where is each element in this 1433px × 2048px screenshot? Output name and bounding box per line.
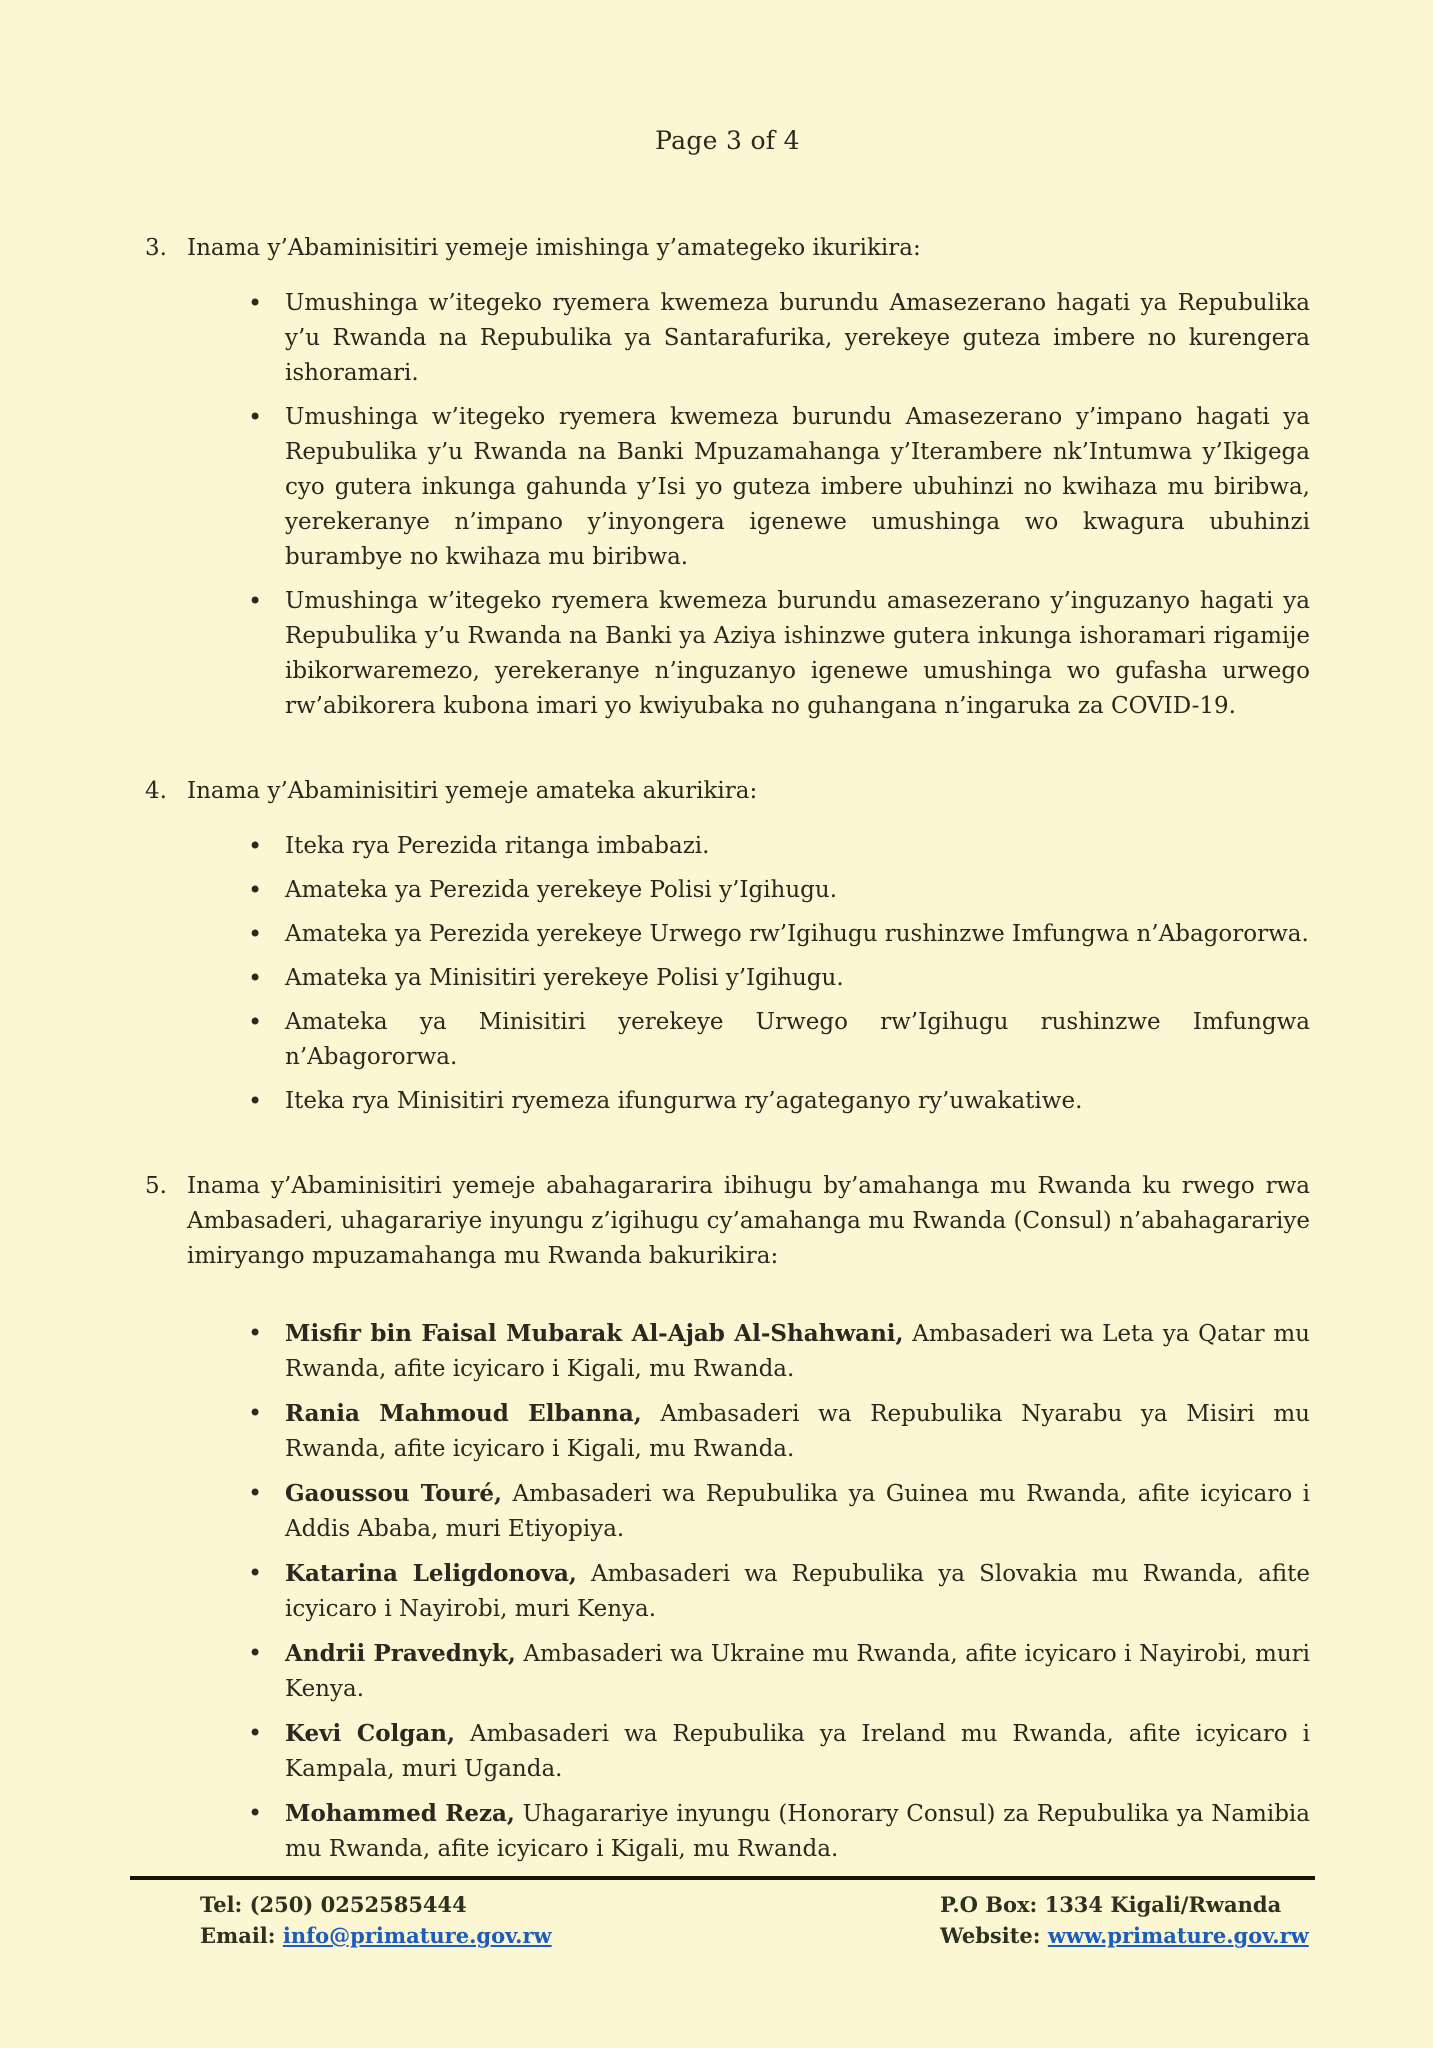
email-link[interactable]: info@primature.gov.rw bbox=[282, 1923, 552, 1948]
ambassador-name: Kevi Colgan, bbox=[285, 1720, 456, 1747]
section-title: Inama y’Abaminisitiri yemeje amateka akurikira: bbox=[187, 778, 758, 804]
ambassador-detail: Ambasaderi wa Repubulika ya Guinea mu Rwanda, afite icyicaro i Addis Ababa, muri Etiyopiya. bbox=[285, 1481, 1311, 1542]
footer-divider bbox=[130, 1876, 1315, 1880]
list-item bbox=[145, 873, 1310, 908]
document-content bbox=[145, 126, 1310, 1876]
bullet-text: Umushinga w’itegeko ryemera kwemeza burundu amasezerano y’inguzanyo hagati ya Repubulika y’u Rwanda na Banki ya Aziya ishinzwe gutera inkunga ishoramari rigamije ibikorwaremezo, yerekeranye n’inguzanyo igenewe umushinga wo gufasha urwego rw’abikorera kubona imari yo kwiyubaka no guhangana n’ingaruka za COVID-19. bbox=[285, 588, 1310, 719]
footer-contact-right bbox=[940, 1889, 1315, 1951]
section-abahagararira bbox=[145, 1169, 1310, 1867]
list-item bbox=[145, 1796, 1310, 1867]
bullet-text: Amateka ya Perezida yerekeye Polisi y’Igihugu. bbox=[285, 877, 838, 903]
list-item bbox=[145, 961, 1310, 996]
bullet-text: Amateka ya Perezida yerekeye Urwego rw’Igihugu rushinzwe Imfungwa n’Abagororwa. bbox=[285, 921, 1309, 947]
ambassador-detail: Uhagarariye inyungu (Honorary Consul) za Repubulika ya Namibia mu Rwanda, afite icyicaro i Kigali, mu Rwanda. bbox=[285, 1801, 1310, 1862]
list-item bbox=[145, 400, 1310, 575]
ambassador-name: Rania Mahmoud Elbanna, bbox=[285, 1400, 642, 1427]
pobox-label: P.O Box: bbox=[940, 1892, 1038, 1917]
section-title: Inama y’Abaminisitiri yemeje abahagararira ibihugu by’amahanga mu Rwanda ku rwego rwa Ambasaderi, uhagarariye inyungu z’igihugu cy’amahanga mu Rwanda (Consul) n’abahagarariye imiryango mpuzamahanga mu Rwanda bakurikira: bbox=[187, 1173, 1310, 1269]
ambassador-list bbox=[145, 1316, 1310, 1867]
page-footer bbox=[130, 1876, 1315, 1951]
list-item bbox=[145, 829, 1310, 864]
ambassador-name: Mohammed Reza, bbox=[285, 1800, 515, 1827]
pobox-value: 1334 Kigali/Rwanda bbox=[1044, 1892, 1282, 1917]
bullet-list bbox=[145, 829, 1310, 1119]
footer-pobox-row bbox=[940, 1889, 1315, 1920]
bullet-text: Umushinga w’itegeko ryemera kwemeza burundu Amasezerano y’impano hagati ya Repubulika y’u Rwanda na Banki Mpuzamahanga y’Iterambere nk’Intumwa y’Ikigega cyo gutera inkunga gahunda y’Isi yo guteza imbere ubuhinzi no kwihaza mu biribwa, yerekeranye n’impano y’inyongera igenewe umushinga wo kwagura ubuhinzi burambye no kwihaza mu biribwa. bbox=[285, 404, 1310, 570]
ambassador-detail: Ambasaderi wa Ukraine mu Rwanda, afite icyicaro i Nayirobi, muri Kenya. bbox=[285, 1641, 1310, 1702]
page-number-header: Page 3 of 4 bbox=[655, 126, 800, 155]
footer-website-row bbox=[940, 1920, 1315, 1951]
list-item bbox=[145, 1396, 1310, 1467]
bullet-text: Amateka ya Minisitiri yerekeye Polisi y’Igihugu. bbox=[285, 965, 844, 991]
list-item bbox=[145, 917, 1310, 952]
list-item bbox=[145, 286, 1310, 391]
section-title: Inama y’Abaminisitiri yemeje imishinga y’amategeko ikurikira: bbox=[187, 235, 921, 261]
list-item bbox=[145, 584, 1310, 724]
list-item bbox=[145, 1476, 1310, 1547]
section-number: 4. bbox=[145, 778, 167, 804]
bullet-text: Iteka rya Minisitiri ryemeza ifungurwa ry’agateganyo ry’uwakatiwe. bbox=[285, 1088, 1083, 1114]
website-link[interactable]: www.primature.gov.rw bbox=[1047, 1923, 1309, 1948]
list-item bbox=[145, 1556, 1310, 1627]
ambassador-detail: Ambasaderi wa Repubulika Nyarabu ya Misiri mu Rwanda, afite icyicaro i Kigali, mu Rwanda. bbox=[285, 1401, 1310, 1462]
footer-tel-row bbox=[200, 1889, 940, 1920]
tel-label: Tel: bbox=[200, 1892, 243, 1917]
list-item bbox=[145, 1636, 1310, 1707]
ambassador-detail: Ambasaderi wa Repubulika ya Slovakia mu Rwanda, afite icyicaro i Nayirobi, muri Kenya. bbox=[285, 1561, 1310, 1622]
ambassador-name: Andrii Pravednyk, bbox=[285, 1640, 516, 1667]
list-item bbox=[145, 1005, 1310, 1075]
footer-email-row bbox=[200, 1920, 940, 1951]
bullet-text: Amateka ya Minisitiri yerekeye Urwego rw’Igihugu rushinzwe Imfungwa n’Abagororwa. bbox=[285, 1009, 1310, 1070]
section-number: 3. bbox=[145, 235, 167, 261]
section-number: 5. bbox=[145, 1173, 167, 1199]
section-amateka bbox=[145, 774, 1310, 1119]
section-heading bbox=[145, 231, 1310, 266]
section-heading bbox=[145, 774, 1310, 809]
ambassador-name: Katarina Leligdonova, bbox=[285, 1560, 577, 1587]
ambassador-detail: Ambasaderi wa Repubulika ya Ireland mu Rwanda, afite icyicaro i Kampala, muri Uganda. bbox=[285, 1721, 1310, 1782]
list-item bbox=[145, 1084, 1310, 1119]
ambassador-detail: Ambasaderi wa Leta ya Qatar mu Rwanda, afite icyicaro i Kigali, mu Rwanda. bbox=[285, 1321, 1310, 1382]
section-heading bbox=[145, 1169, 1310, 1274]
footer-contact-left bbox=[130, 1889, 940, 1951]
bullet-text: Umushinga w’itegeko ryemera kwemeza burundu Amasezerano hagati ya Repubulika y’u Rwanda na Repubulika ya Santarafurika, yerekeye guteza imbere no kurengera ishoramari. bbox=[285, 290, 1310, 386]
section-imishinga bbox=[145, 231, 1310, 724]
email-label: Email: bbox=[200, 1923, 276, 1948]
list-item bbox=[145, 1316, 1310, 1387]
website-label: Website: bbox=[940, 1923, 1041, 1948]
ambassador-name: Gaoussou Touré, bbox=[285, 1480, 503, 1507]
list-item bbox=[145, 1716, 1310, 1787]
bullet-list bbox=[145, 286, 1310, 724]
ambassador-name: Misfir bin Faisal Mubarak Al-Ajab Al-Shahwani, bbox=[285, 1320, 904, 1347]
tel-value: (250) 0252585444 bbox=[249, 1892, 467, 1917]
bullet-text: Iteka rya Perezida ritanga imbabazi. bbox=[285, 833, 710, 859]
